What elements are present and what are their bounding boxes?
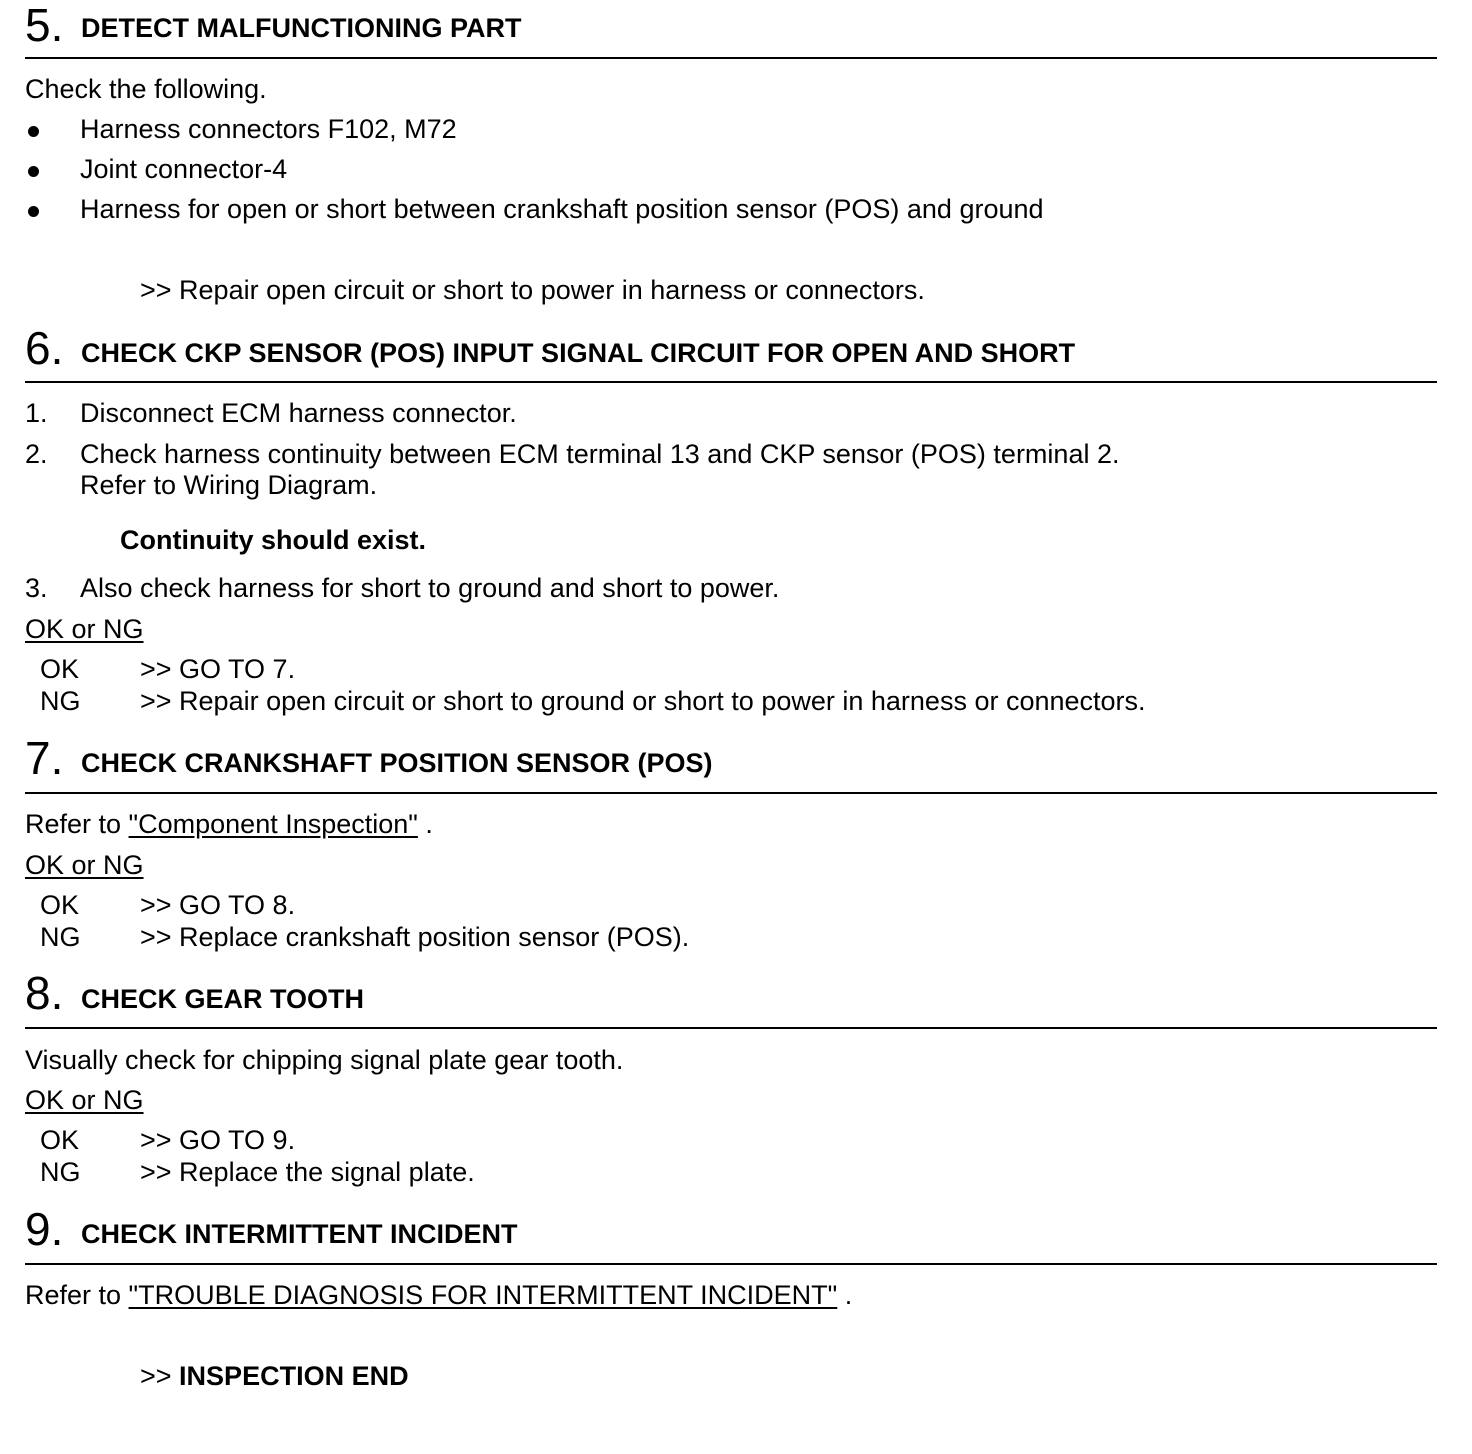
ng-label: NG — [40, 1157, 81, 1187]
step-number: 6. — [25, 322, 64, 374]
step-text: Disconnect ECM harness connector. — [80, 398, 517, 428]
step-number: 7. — [25, 732, 64, 784]
section-divider — [25, 792, 1437, 794]
component-inspection-link[interactable]: "Component Inspection" — [128, 809, 418, 839]
section-divider — [25, 57, 1437, 59]
ok-result: >> GO TO 8. — [140, 890, 296, 920]
intro-text: Check the following. — [25, 74, 267, 104]
step-title: CHECK CKP SENSOR (POS) INPUT SIGNAL CIRCUIT FOR OPEN AND SHORT — [81, 338, 1076, 368]
section-divider — [25, 381, 1437, 383]
step-number: 8. — [25, 967, 64, 1019]
refer-prefix: Refer to — [25, 1280, 129, 1310]
bullet-icon — [28, 206, 39, 217]
ok-result: >> GO TO 9. — [140, 1125, 296, 1155]
step-title: CHECK INTERMITTENT INCIDENT — [81, 1219, 518, 1249]
step-text: Also check harness for short to ground and short to power. — [80, 573, 780, 603]
ng-label: NG — [40, 922, 81, 952]
ok-result: >> GO TO 7. — [140, 654, 296, 684]
ng-result: >> Replace crankshaft position sensor (POS). — [140, 922, 690, 952]
ng-result: >> Replace the signal plate. — [140, 1157, 475, 1187]
inspection-end-arrow: >> — [140, 1361, 180, 1391]
refer-line — [25, 1279, 852, 1311]
ng-result: >> Repair open circuit or short to ground or short to power in harness or connectors. — [140, 686, 1146, 716]
inspection-end — [140, 1360, 409, 1392]
refer-suffix: . — [417, 809, 433, 839]
ok-label: OK — [40, 1125, 80, 1155]
ok-label: OK — [40, 654, 80, 684]
step-index: 3. — [25, 573, 48, 603]
bullet-icon — [28, 126, 39, 137]
step-title: DETECT MALFUNCTIONING PART — [81, 13, 522, 43]
section-divider — [25, 1027, 1437, 1029]
bullet-item: Harness for open or short between crankshaft position sensor (POS) and ground — [80, 194, 1044, 224]
step-index: 1. — [25, 398, 48, 428]
step-number: 5. — [25, 0, 64, 51]
bullet-item: Joint connector-4 — [80, 154, 288, 184]
bullet-icon — [28, 166, 39, 177]
step-number: 9. — [25, 1203, 64, 1255]
refer-line — [25, 808, 433, 840]
refer-prefix: Refer to — [25, 809, 129, 839]
ok-or-ng-label: OK or NG — [25, 850, 144, 880]
step-text: Check harness continuity between ECM terminal 13 and CKP sensor (POS) terminal 2. — [80, 439, 1120, 469]
step-title: CHECK CRANKSHAFT POSITION SENSOR (POS) — [81, 748, 713, 778]
section-divider — [25, 1263, 1437, 1265]
refer-suffix: . — [837, 1280, 853, 1310]
result-text: >> Repair open circuit or short to power in harness or connectors. — [140, 275, 925, 305]
spec-text: Continuity should exist. — [120, 525, 427, 555]
step-index: 2. — [25, 439, 48, 469]
ok-or-ng-label: OK or NG — [25, 614, 144, 644]
bullet-item: Harness connectors F102, M72 — [80, 114, 457, 144]
intro-text: Visually check for chipping signal plate gear tooth. — [25, 1045, 624, 1075]
ok-label: OK — [40, 890, 80, 920]
ok-or-ng-label: OK or NG — [25, 1085, 144, 1115]
intermittent-incident-link[interactable]: "TROUBLE DIAGNOSIS FOR INTERMITTENT INCIDENT" — [128, 1280, 838, 1310]
step-text-continued: Refer to Wiring Diagram. — [80, 470, 378, 500]
step-title: CHECK GEAR TOOTH — [81, 984, 365, 1014]
inspection-end-label: INSPECTION END — [179, 1361, 409, 1391]
ng-label: NG — [40, 686, 81, 716]
